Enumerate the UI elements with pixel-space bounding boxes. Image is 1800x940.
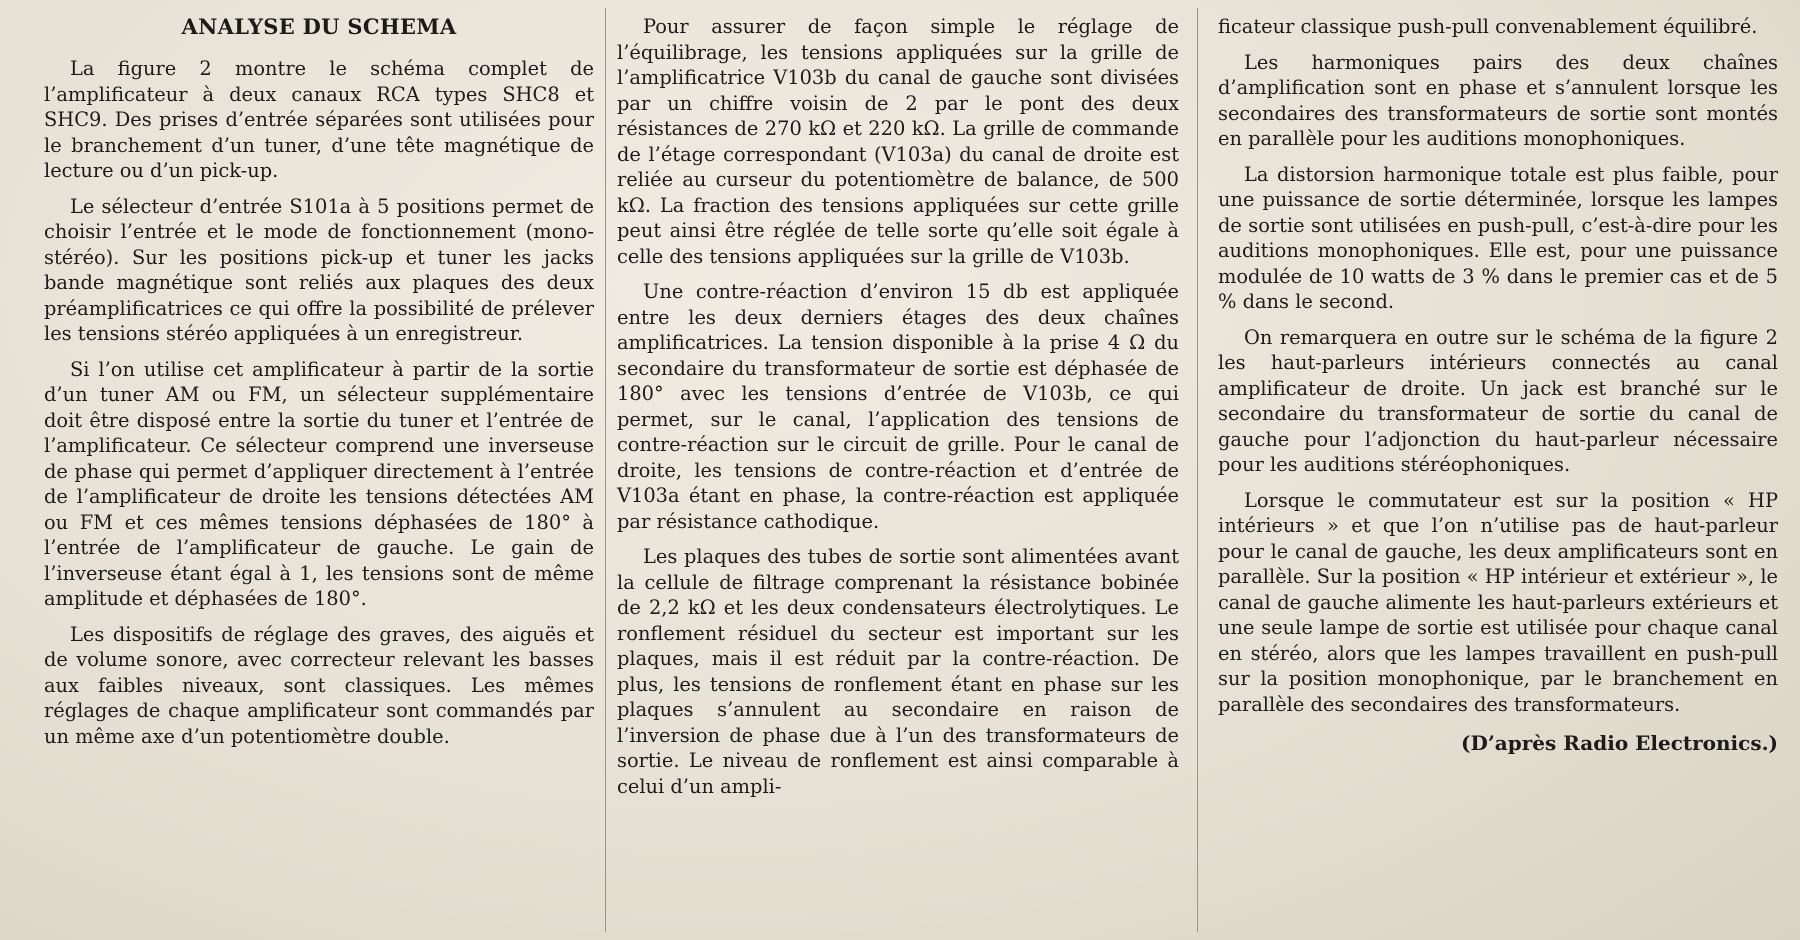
paragraph: Les dispositifs de réglage des graves, des aiguës et de volume sonore, avec correcteur relevant les basses aux faibles niveaux, sont classiques. Les mêmes réglages de chaque amplificateur sont commandés par un même axe d’un potentiomètre double. [44, 622, 594, 748]
paragraph: Une contre-réaction d’environ 15 db est appliquée entre les deux derniers étages des deux chaînes amplificatrices. La tension disponible à la prise 4 Ω du secondaire du transformateur de sortie est déphasée de 180° avec les tensions d’entrée de V103b, ce qui permet, sur le canal, l’application des tensions de contre-réaction sur le circuit de grille. Pour le canal de droite, les tensions de contre-réaction et d’entrée de V103a étant en phase, la contre-réaction est appliquée par résistance cathodique. [617, 280, 1179, 533]
source-credit: (D’après Radio Electronics.) [1461, 731, 1778, 755]
article-heading: ANALYSE DU SCHEMA [181, 14, 457, 39]
paragraph: Les harmoniques pairs des deux chaînes d’amplification sont en phase et s’annulent lorsque les secondaires des transformateurs de sortie sont montés en parallèle pour les auditions monophoniques. [1218, 50, 1778, 150]
paragraph: La figure 2 montre le schéma complet de l’amplificateur à deux canaux RCA types SHC8 et SHC9. Des prises d’entrée séparées sont utilisées pour le branchement d’un tuner, d’une tête magnétique de lecture ou d’un pick-up. [44, 57, 594, 182]
column-1 [44, 14, 594, 759]
paragraph: Si l’on utilise cet amplificateur à partir de la sortie d’un tuner AM ou FM, un sélecteur supplémentaire doit être disposé entre la sortie du tuner et l’entrée de l’amplificateur. Ce sélecteur comprend une inverseuse de phase qui permet d’appliquer directement à l’entrée de l’amplificateur de droite les tensions détectées AM ou FM et ces mêmes tensions déphasées de 180° à l’entrée de l’amplificateur de gauche. Le gain de l’inverseuse étant égal à 1, les tensions sont de même amplitude et déphasées de 180°. [44, 357, 594, 610]
column-rule [1197, 8, 1198, 932]
column-rule [605, 8, 606, 932]
paragraph-continuation: ficateur classique push-pull convenablement équilibré. [1218, 15, 1758, 38]
paragraph: Pour assurer de façon simple le réglage de l’équilibrage, les tensions appliquées sur la grille de l’amplificatrice V103b du canal de gauche sont divisées par un chiffre voisin de 2 par le pont des deux résistances de 270 kΩ et 220 kΩ. La grille de commande de l’étage correspondant (V103a) du canal de droite est reliée au curseur du potentiomètre de balance, de 500 kΩ. La fraction des tensions appliquées sur cette grille peut ainsi être réglée de telle sorte qu’elle soit égale à celle des tensions appliquées sur la grille de V103b. [617, 15, 1179, 268]
column-2 [617, 14, 1179, 809]
paragraph: La distorsion harmonique totale est plus faible, pour une puissance de sortie déterminée, lorsque les lampes de sortie sont utilisées en push-pull, c’est-à-dire pour les auditions monophoniques. Elle est, pour une puissance modulée de 10 watts de 3 % dans le premier cas et de 5 % dans le second. [1218, 162, 1778, 313]
paragraph: On remarquera en outre sur le schéma de la figure 2 les haut-parleurs intérieurs connectés au canal amplificateur de droite. Un jack est branché sur le secondaire du transformateur de sortie du canal de gauche pour l’adjonction du haut-parleur nécessaire pour les auditions stéréophoniques. [1218, 325, 1778, 476]
paragraph: Les plaques des tubes de sortie sont alimentées avant la cellule de filtrage comprenant la résistance bobinée de 2,2 kΩ et les deux condensateurs électrolytiques. Le ronflement résiduel du secteur est important sur les plaques, mais il est réduit par la contre-réaction. De plus, les tensions de ronflement étant en phase sur les plaques s’annulent au secondaire en raison de l’inversion de phase due à l’un des transformateurs de sortie. Le niveau de ronflement est ainsi comparable à celui d’un ampli- [617, 545, 1179, 798]
paragraph: Lorsque le commutateur est sur la position « HP intérieurs » et que l’on n’utilise pas de haut-parleur pour le canal de gauche, les deux amplificateurs sont en parallèle. Sur la position « HP intérieur et extérieur », le canal de gauche alimente les haut-parleurs extérieurs et une seule lampe de sortie est utilisée pour chaque canal en stéréo, alors que les lampes travaillent en push-pull sur la position monophonique, par le branchement en parallèle des secondaires des transformateurs. [1218, 488, 1778, 716]
column-3 [1218, 14, 1778, 767]
paragraph: Le sélecteur d’entrée S101a à 5 positions permet de choisir l’entrée et le mode de fonctionnement (mono-stéréo). Sur les positions pick-up et tuner les jacks bande magnétique sont reliés aux plaques des deux préamplificatrices ce qui offre la possibilité de prélever les tensions stéréo appliquées à un enregistreur. [44, 194, 594, 345]
